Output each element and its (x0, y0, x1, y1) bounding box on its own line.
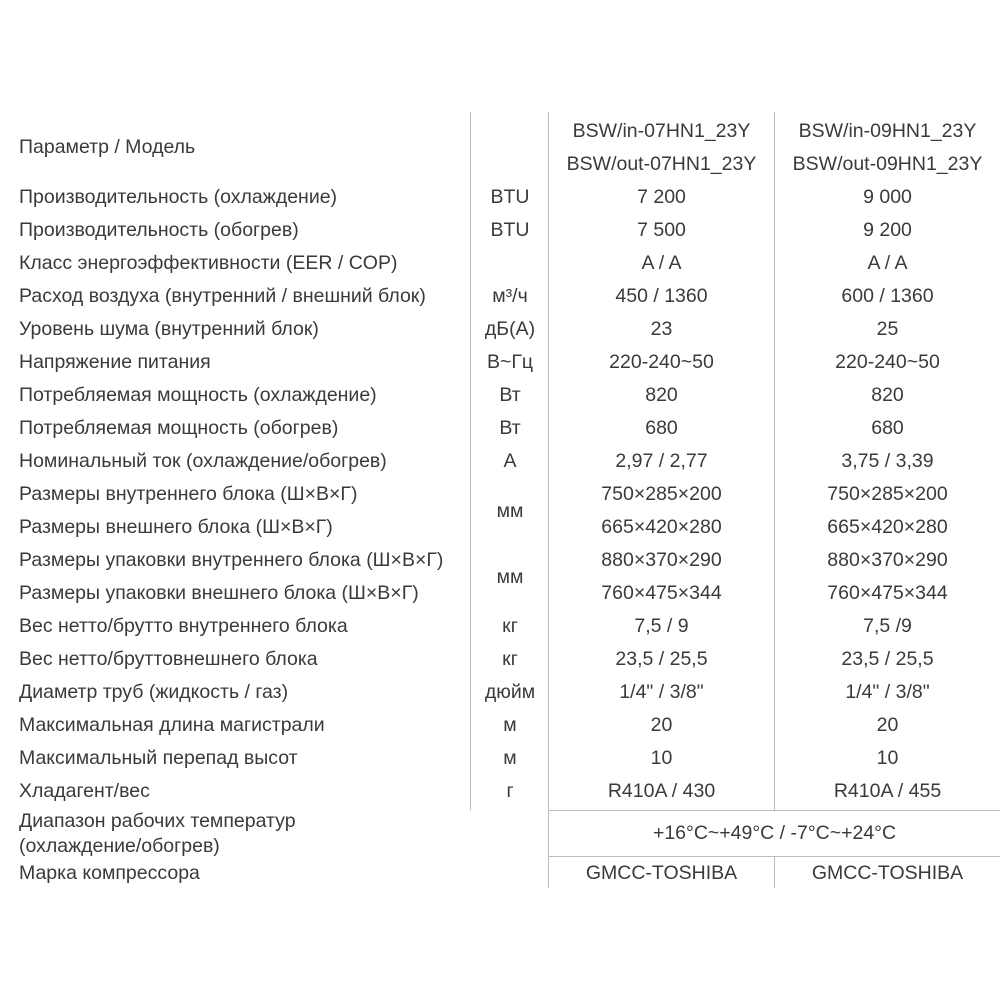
row-param: Максимальный перепад высот (19, 747, 298, 769)
row-model2-value: 750×285×200 (827, 483, 948, 505)
row-model2-value: A / A (867, 252, 908, 274)
row-model2-value: 9 000 (863, 186, 912, 208)
row-model1-value: 23 (650, 318, 673, 340)
row-param: Расход воздуха (внутренний / внешний блок) (19, 285, 426, 307)
row-model1-value: A / A (641, 252, 682, 274)
row-model2-value: 220-240~50 (835, 351, 940, 373)
model2-outdoor-name: BSW/out-09HN1_23Y (792, 153, 983, 175)
row-unit: A (503, 450, 517, 472)
row-model2-value: 10 (876, 747, 899, 769)
row-unit: г (506, 780, 514, 802)
row-model2-value: 760×475×344 (827, 582, 948, 604)
row-param: Размеры упаковки внутреннего блока (Ш×В×Г) (19, 549, 444, 571)
row-model1-value: 20 (650, 714, 673, 736)
row-unit: Вт (499, 384, 521, 406)
row-model1-value: 450 / 1360 (615, 285, 708, 307)
row-model1-value: 880×370×290 (601, 549, 722, 571)
row-param: Максимальная длина магистрали (19, 714, 325, 736)
packaging-unit: мм (496, 566, 524, 588)
row-unit: м (503, 747, 517, 769)
row-model1-value: 2,97 / 2,77 (615, 450, 708, 472)
row-model2-value: 3,75 / 3,39 (841, 450, 934, 472)
row-model1-value: 10 (650, 747, 673, 769)
row-param: Размеры упаковки внешнего блока (Ш×В×Г) (19, 582, 419, 604)
row-param: Потребляемая мощность (охлаждение) (19, 384, 377, 406)
row-model1-value: 1/4" / 3/8" (619, 681, 704, 703)
row-model2-value: 665×420×280 (827, 516, 948, 538)
row-param: Потребляемая мощность (обогрев) (19, 417, 339, 439)
row-model2-value: 680 (871, 417, 904, 439)
compressor-model2-value: GMCC-TOSHIBA (811, 862, 964, 884)
row-model1-value: 23,5 / 25,5 (615, 648, 708, 670)
row-unit: м (503, 714, 517, 736)
row-model2-value: 9 200 (863, 219, 912, 241)
row-param: Вес нетто/брутто внутреннего блока (19, 615, 348, 637)
row-param: Размеры внутреннего блока (Ш×В×Г) (19, 483, 358, 505)
row-model1-value: 750×285×200 (601, 483, 722, 505)
compressor-model1-value: GMCC-TOSHIBA (585, 862, 738, 884)
column-divider-unit (470, 112, 471, 810)
temp-range-top-border (548, 810, 1000, 811)
row-model2-value: 820 (871, 384, 904, 406)
row-unit: BTU (490, 186, 530, 208)
row-model2-value: 7,5 /9 (863, 615, 912, 637)
row-unit: дБ(А) (484, 318, 536, 340)
temp-range-param-line2: (охлаждение/обогрев) (19, 835, 220, 857)
row-param: Производительность (охлаждение) (19, 186, 338, 208)
row-model1-value: 680 (645, 417, 678, 439)
row-model1-value: 7,5 / 9 (634, 615, 689, 637)
row-param: Хладагент/вес (19, 780, 150, 802)
row-param: Номинальный ток (охлаждение/обогрев) (19, 450, 387, 472)
model2-indoor-name: BSW/in-09HN1_23Y (798, 120, 977, 142)
temp-range-value: +16°C~+49°C / -7°C~+24°C (652, 822, 897, 844)
model1-indoor-name: BSW/in-07HN1_23Y (572, 120, 751, 142)
row-model1-value: 820 (645, 384, 678, 406)
row-param: Вес нетто/бруттовнешнего блока (19, 648, 318, 670)
row-param: Уровень шума (внутренний блок) (19, 318, 319, 340)
row-model2-value: R410A / 455 (833, 780, 942, 802)
row-unit: дюйм (484, 681, 536, 703)
row-model1-value: 7 200 (637, 186, 686, 208)
row-unit: кг (502, 648, 518, 670)
row-param: Производительность (обогрев) (19, 219, 299, 241)
row-param: Размеры внешнего блока (Ш×В×Г) (19, 516, 333, 538)
row-model2-value: 880×370×290 (827, 549, 948, 571)
row-model2-value: 600 / 1360 (841, 285, 934, 307)
row-model2-value: 25 (876, 318, 899, 340)
row-model1-value: 7 500 (637, 219, 686, 241)
row-model1-value: 220-240~50 (609, 351, 714, 373)
row-param: Напряжение питания (19, 351, 211, 373)
row-model2-value: 23,5 / 25,5 (841, 648, 934, 670)
temp-range-param-line1: Диапазон рабочих температур (19, 810, 296, 832)
header-param-label: Параметр / Модель (19, 136, 196, 158)
row-unit: Вт (499, 417, 521, 439)
row-model2-value: 20 (876, 714, 899, 736)
row-unit: кг (502, 615, 518, 637)
temp-range-bottom-border (548, 856, 1000, 857)
row-model1-value: 665×420×280 (601, 516, 722, 538)
dimensions-unit: мм (496, 500, 524, 522)
row-param: Диаметр труб (жидкость / газ) (19, 681, 289, 703)
row-model1-value: 760×475×344 (601, 582, 722, 604)
compressor-param: Марка компрессора (19, 862, 200, 884)
row-model2-value: 1/4" / 3/8" (845, 681, 930, 703)
row-unit: В~Гц (486, 351, 534, 373)
model1-outdoor-name: BSW/out-07HN1_23Y (566, 153, 757, 175)
row-model1-value: R410A / 430 (607, 780, 716, 802)
row-param: Класс энергоэффективности (EER / COP) (19, 252, 398, 274)
row-unit: BTU (490, 219, 530, 241)
row-unit: м³/ч (492, 285, 528, 307)
